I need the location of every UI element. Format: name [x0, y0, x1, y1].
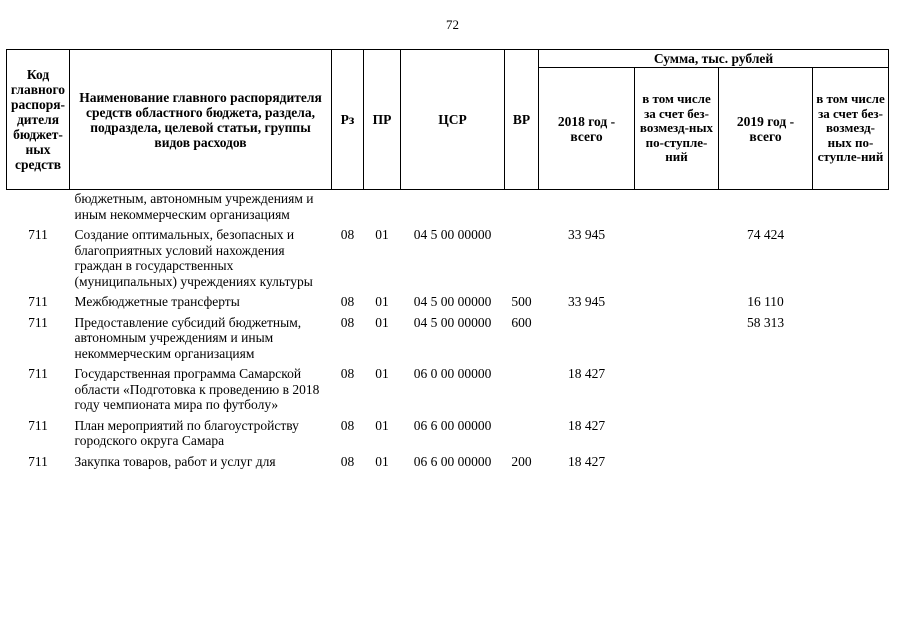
- header-2019-free: в том числе за счет без-возмезд-ных по-ступле-ний: [813, 68, 889, 190]
- header-name: Наименование главного распорядителя средств областного бюджета, раздела, подраздела, целевой статьи, группы видов расходов: [70, 50, 332, 190]
- cell-csr: 04 5 00 00000: [413, 314, 492, 330]
- cell-name: Государственная программа Самарской области «Подготовка к проведению в 2018 году чемпионата мира по футболу»: [74, 366, 320, 412]
- table-row: [7, 417, 889, 453]
- cell-rz: [332, 190, 364, 227]
- cell-name: Создание оптимальных, безопасных и благоприятных условий нахождения граждан в государственных (муниципальных) учреждениях культуры: [74, 227, 313, 289]
- cell-2019-total: 16 110: [747, 294, 784, 309]
- cell-code: 711: [28, 453, 48, 469]
- cell-2019-total: [719, 365, 813, 417]
- cell-2018-total: 33 945: [567, 294, 606, 309]
- table-header: [7, 50, 889, 190]
- header-pr: ПР: [364, 50, 401, 190]
- cell-2018-total: [539, 190, 635, 227]
- cell-pr: 01: [375, 366, 389, 381]
- cell-rz: 08: [340, 227, 355, 242]
- cell-csr: [401, 190, 505, 227]
- header-2018-total: 2018 год - всего: [539, 68, 635, 190]
- cell-2019-free: [813, 190, 889, 227]
- cell-vr: [505, 190, 539, 227]
- cell-pr: 01: [375, 417, 389, 433]
- cell-pr: [364, 190, 401, 227]
- cell-2019-free: [813, 365, 889, 417]
- cell-2018-total: 18 427: [567, 453, 606, 469]
- cell-code: [7, 190, 70, 227]
- table-row: [7, 453, 889, 474]
- header-2019-total: 2019 год - всего: [719, 68, 813, 190]
- cell-csr: 04 5 00 00000: [413, 227, 492, 242]
- table-row: [7, 314, 889, 366]
- cell-pr: 01: [375, 294, 389, 309]
- cell-pr: 01: [375, 314, 389, 330]
- cell-rz: 08: [340, 366, 355, 381]
- cell-code: 711: [28, 366, 48, 381]
- cell-rz: 08: [340, 294, 355, 309]
- cell-code: 711: [28, 417, 48, 433]
- table-row: [7, 226, 889, 293]
- cell-2018-free: [635, 226, 719, 293]
- cell-code: 711: [28, 314, 48, 330]
- cell-2019-total: [719, 417, 813, 453]
- budget-table: [6, 49, 889, 473]
- cell-rz: 08: [340, 417, 355, 433]
- table-row: [7, 190, 889, 227]
- cell-vr: [505, 365, 539, 417]
- cell-name: Предоставление субсидий бюджетным, автономным учреждениям и иным некоммерческим организациям: [74, 314, 302, 361]
- cell-2018-free: [635, 190, 719, 227]
- cell-2018-free: [635, 293, 719, 314]
- cell-2018-total: 33 945: [567, 227, 606, 242]
- cell-2019-total: [719, 453, 813, 474]
- cell-2019-total: [719, 190, 813, 227]
- cell-code: 711: [28, 294, 48, 309]
- cell-2018-free: [635, 314, 719, 366]
- cell-2019-free: [813, 453, 889, 474]
- cell-vr: 600: [511, 314, 532, 330]
- cell-vr: [505, 417, 539, 453]
- header-vr: ВР: [505, 50, 539, 190]
- cell-name: Закупка товаров, работ и услуг для: [74, 453, 276, 469]
- cell-vr: 200: [511, 453, 532, 469]
- page-number: 72: [446, 17, 459, 32]
- cell-name: Межбюджетные трансферты: [74, 294, 240, 309]
- cell-name: План мероприятий по благоустройству городского округа Самара: [74, 417, 299, 448]
- cell-2019-free: [813, 293, 889, 314]
- cell-csr: 06 6 00 00000: [413, 417, 492, 433]
- header-csr: ЦСР: [401, 50, 505, 190]
- header-2018-free: в том числе за счет без-возмезд-ных по-ступле-ний: [635, 68, 719, 190]
- cell-2019-total: 74 424: [746, 227, 785, 242]
- header-code: Код главного распоря-дителя бюджет-ных средств: [7, 50, 70, 190]
- cell-2018-total: 18 427: [567, 366, 606, 381]
- cell-vr: [505, 226, 539, 293]
- cell-name: бюджетным, автономным учреждениям и иным некоммерческим организациям: [74, 191, 314, 222]
- cell-2019-total: 58 313: [746, 314, 785, 330]
- cell-pr: 01: [375, 227, 389, 242]
- cell-2018-free: [635, 453, 719, 474]
- cell-2018-free: [635, 365, 719, 417]
- cell-2019-free: [813, 417, 889, 453]
- table-row: [7, 293, 889, 314]
- cell-code: 711: [28, 227, 48, 242]
- cell-2019-free: [813, 314, 889, 366]
- cell-2019-free: [813, 226, 889, 293]
- cell-csr: 06 0 00 00000: [413, 366, 492, 381]
- header-sum-group: Сумма, тыс. рублей: [539, 50, 889, 68]
- cell-vr: 500: [511, 294, 532, 309]
- cell-2018-total: 18 427: [567, 417, 606, 433]
- cell-csr: 06 6 00 00000: [413, 453, 492, 469]
- cell-pr: 01: [375, 453, 389, 469]
- table-body: [7, 190, 889, 474]
- cell-rz: 08: [340, 314, 355, 330]
- header-rz: Рз: [332, 50, 364, 190]
- cell-2018-total: [539, 314, 635, 366]
- cell-2018-free: [635, 417, 719, 453]
- cell-rz: 08: [340, 453, 355, 469]
- cell-csr: 04 5 00 00000: [413, 294, 492, 309]
- table-row: [7, 365, 889, 417]
